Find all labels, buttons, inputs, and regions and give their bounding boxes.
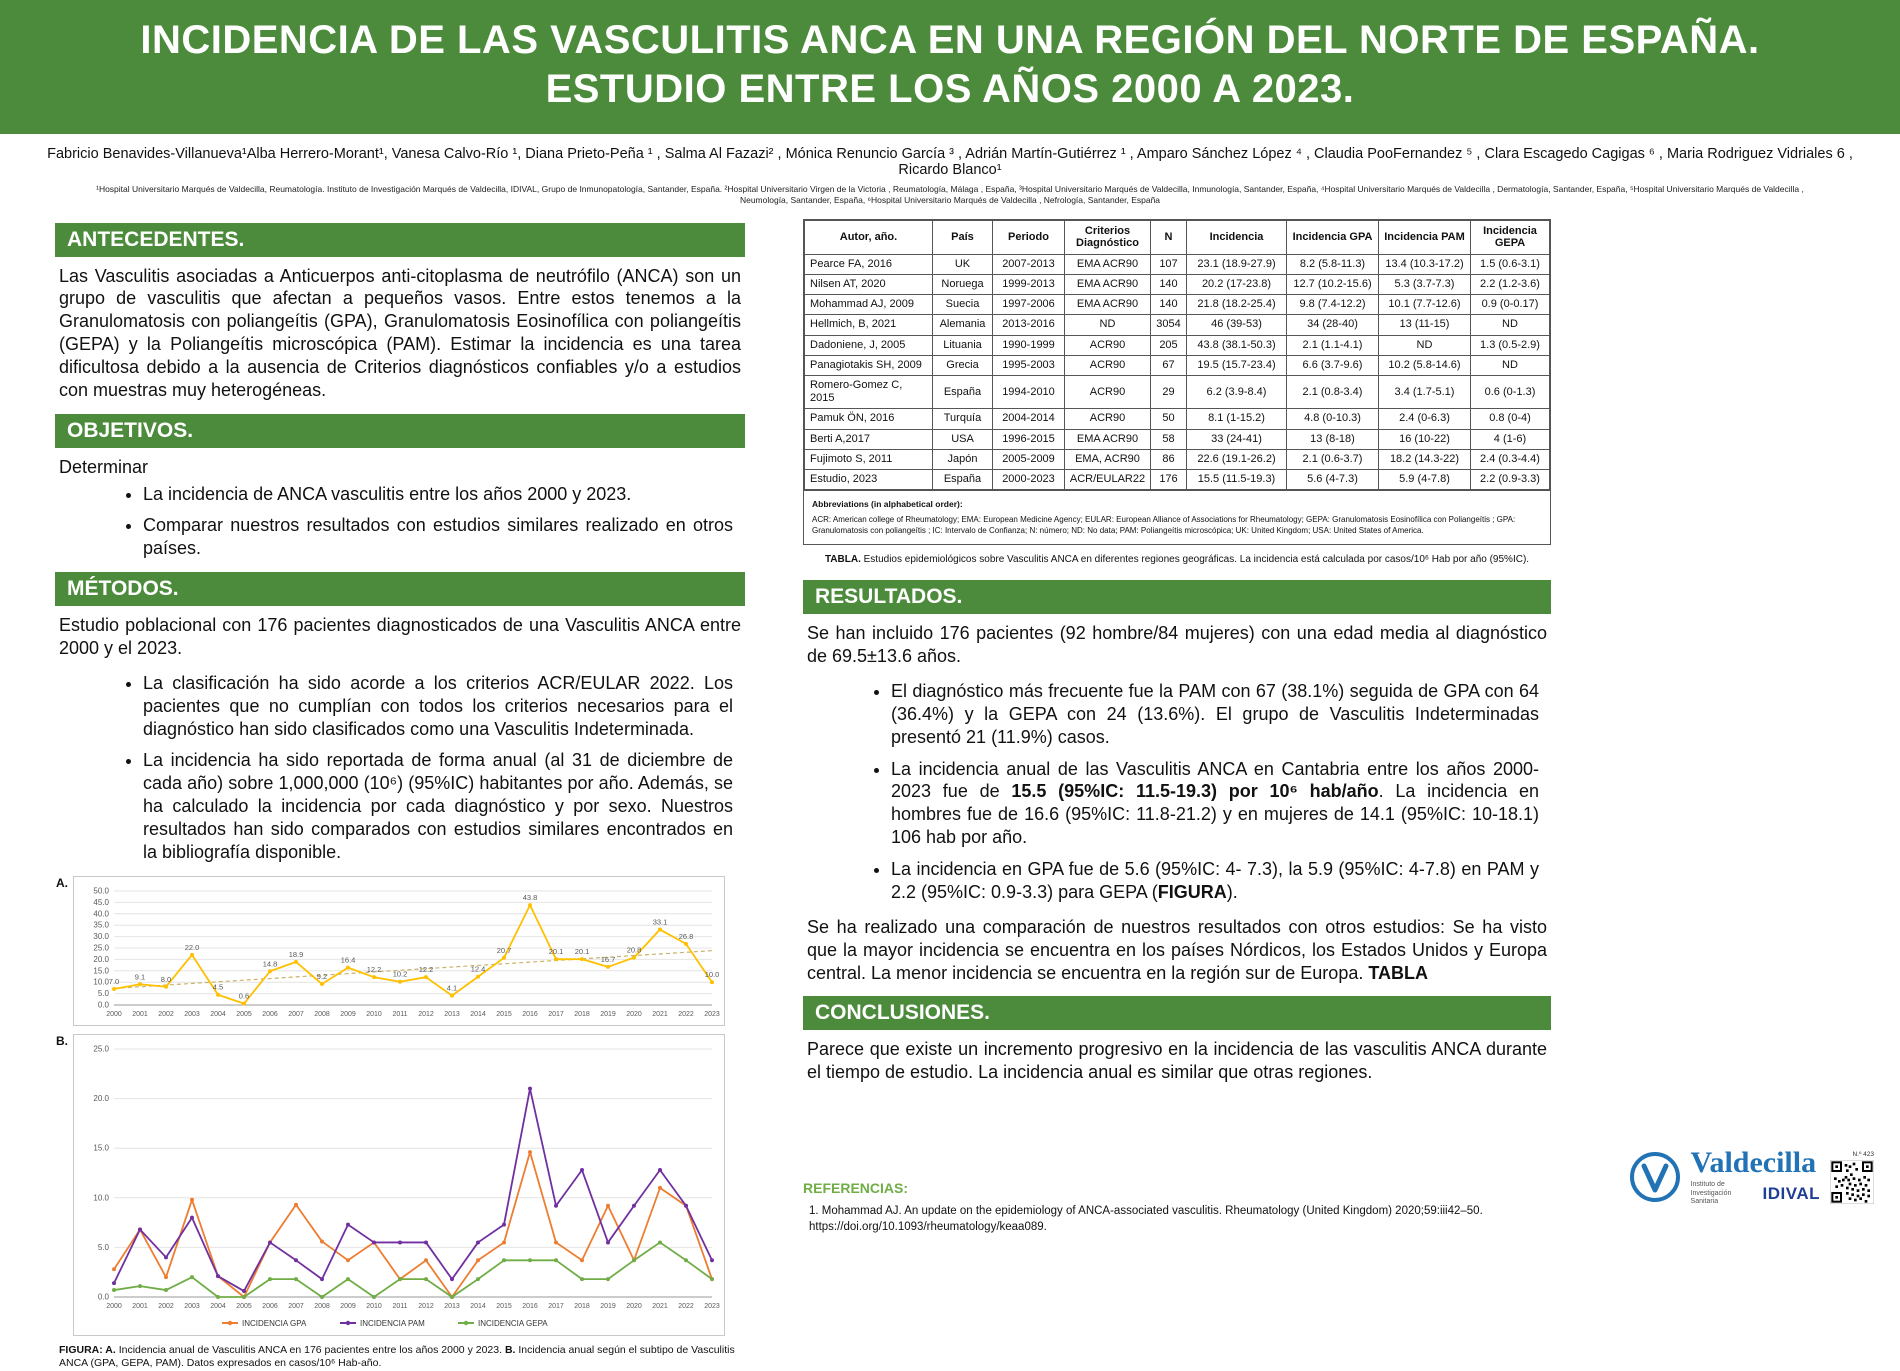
table-cell: 107	[1151, 254, 1187, 274]
svg-text:2020: 2020	[626, 1010, 642, 1018]
svg-text:20.7: 20.7	[496, 945, 512, 955]
figure-a-chart	[73, 876, 725, 1026]
svg-text:2004: 2004	[210, 1010, 226, 1018]
table-cell: 4.8 (0-10.3)	[1287, 409, 1379, 429]
metodos-header-bar: MÉTODOS.	[55, 572, 745, 606]
table-cell: 1.5 (0.6-3.1)	[1471, 254, 1550, 274]
svg-text:2013: 2013	[444, 1010, 460, 1018]
valdecilla-wordmark: Valdecilla	[1690, 1145, 1817, 1179]
table-cell: 13 (8-18)	[1287, 429, 1379, 449]
svg-text:2017: 2017	[548, 1010, 564, 1018]
table-cell: 2.4 (0.3-4.4)	[1471, 449, 1550, 469]
table-cell: EMA ACR90	[1065, 295, 1151, 315]
table-caption-bold: TABLA.	[824, 554, 861, 566]
table-cell: 2005-2009	[993, 449, 1065, 469]
svg-text:2022: 2022	[678, 1302, 694, 1310]
svg-text:12.4: 12.4	[470, 964, 486, 974]
column-header: Periodo	[993, 220, 1065, 254]
svg-text:INCIDENCIA PAM: INCIDENCIA PAM	[360, 1318, 425, 1328]
table-cell: EMA, ACR90	[1065, 449, 1151, 469]
svg-text:2002: 2002	[158, 1302, 174, 1310]
column-header: Criterios Diagnóstico	[1065, 220, 1151, 254]
svg-text:2004: 2004	[210, 1302, 226, 1310]
svg-text:2016: 2016	[522, 1302, 538, 1310]
svg-text:9.1: 9.1	[134, 971, 146, 981]
figure-b	[56, 1033, 745, 1336]
column-header: Incidencia GEPA	[1471, 220, 1550, 254]
table-cell: 2.2 (1.2-3.6)	[1471, 275, 1550, 295]
table-row	[805, 449, 1550, 469]
figure-caption-text-a: Incidencia anual de Vasculitis ANCA en 176 pacientes entre los años 2000 y 2023.	[115, 1343, 505, 1356]
qr-code-icon	[1830, 1160, 1874, 1204]
table-cell: UK	[933, 254, 993, 274]
studies-table-frame	[803, 219, 1551, 546]
table-cell: Lituania	[933, 335, 993, 355]
svg-text:20.0: 20.0	[93, 1093, 109, 1103]
svg-text:10.0: 10.0	[93, 1193, 109, 1203]
svg-text:2003: 2003	[184, 1010, 200, 1018]
figure-caption-bold-a: FIGURA: A.	[59, 1343, 116, 1356]
figure-caption-text-b: Incidencia anual según el subtipo de Vasculitis ANCA (GPA, GEPA, PAM). Datos expresados en casos/10⁶ Hab-año.	[59, 1343, 735, 1370]
svg-text:2011: 2011	[392, 1302, 408, 1310]
table-cell: 13 (11-15)	[1379, 315, 1471, 335]
table-cell: 3054	[1151, 315, 1187, 335]
table-cell: 34 (28-40)	[1287, 315, 1379, 335]
svg-text:2007: 2007	[288, 1302, 304, 1310]
figure-caption	[59, 1344, 741, 1371]
table-cell: 15.5 (11.5-19.3)	[1187, 469, 1287, 489]
metodos-intro: Estudio poblacional con 176 pacientes diagnosticados de una Vasculitis ANCA entre 2000 y el 2023.	[59, 615, 741, 658]
resultados-bullet3-pre: La incidencia en GPA fue de 5.6 (95%IC: 4- 7.3), la 5.9 (95%IC: 4-7.8) en PAM y 2.2 (95%IC: 0.9-3.3) para GEPA (	[891, 859, 1539, 902]
table-cell: 0.8 (0-4)	[1471, 409, 1550, 429]
svg-text:16.7: 16.7	[600, 954, 616, 964]
svg-text:20.8: 20.8	[626, 945, 642, 955]
svg-text:2018: 2018	[574, 1302, 590, 1310]
svg-text:4.5: 4.5	[212, 982, 224, 992]
svg-text:25.0: 25.0	[93, 1044, 109, 1054]
table-cell: 6.6 (3.7-9.6)	[1287, 355, 1379, 375]
resultados-bullet2-post: . La incidencia en hombres fue de 16.6 (95%IC: 11.8-21.2) y en mujeres de 14.1 (95%IC: 10-18.1) 106 hab por año.	[891, 781, 1539, 848]
left-column	[55, 219, 745, 1371]
svg-text:2009: 2009	[340, 1010, 356, 1018]
svg-text:INCIDENCIA GEPA: INCIDENCIA GEPA	[478, 1318, 548, 1328]
column-header: Incidencia PAM	[1379, 220, 1471, 254]
content-columns	[0, 211, 1900, 1371]
table-cell: Hellmich, B, 2021	[805, 315, 933, 335]
studies-table	[804, 220, 1550, 491]
table-cell: Nilsen AT, 2020	[805, 275, 933, 295]
poster-title: INCIDENCIA DE LAS VASCULITIS ANCA EN UNA REGIÓN DEL NORTE DE ESPAÑA. ESTUDIO ENTRE LOS AÑOS 2000 A 2023.	[140, 18, 1760, 111]
resultados-bullet	[891, 858, 1539, 904]
figure-a-chart-svg	[74, 877, 724, 1025]
figure-b-chart	[73, 1034, 725, 1336]
svg-text:2018: 2018	[574, 1010, 590, 1018]
svg-text:30.0: 30.0	[93, 931, 109, 941]
objetivos-intro: Determinar	[59, 456, 149, 477]
svg-text:33.1: 33.1	[652, 917, 668, 927]
referencias-heading: REFERENCIAS:	[803, 1180, 909, 1197]
svg-text:20.0: 20.0	[93, 954, 109, 964]
right-column	[803, 219, 1551, 1236]
svg-text:2002: 2002	[158, 1010, 174, 1018]
table-cell: 21.8 (18.2-25.4)	[1187, 295, 1287, 315]
table-cell: 5.6 (4-7.3)	[1287, 469, 1379, 489]
table-caption	[819, 553, 1535, 566]
table-cell: Fujimoto S, 2011	[805, 449, 933, 469]
table-cell: Dadoniene, J, 2005	[805, 335, 933, 355]
table-cell: Romero-Gomez C, 2015	[805, 375, 933, 408]
svg-text:4.1: 4.1	[446, 983, 458, 993]
table-cell: 33 (24-41)	[1187, 429, 1287, 449]
studies-table-head-row	[805, 220, 1550, 254]
svg-text:2012: 2012	[418, 1010, 434, 1018]
column-header: Incidencia	[1187, 220, 1287, 254]
svg-text:0.0: 0.0	[97, 1000, 109, 1010]
table-row	[805, 409, 1550, 429]
reference-item: 1. Mohammad AJ. An update on the epidemiology of ANCA-associated vasculitis. Rheumatology (United Kingdom) 2020;59:iii42–50. https://doi.org/10.1093/rheumatology/keaa089.	[809, 1205, 1483, 1233]
svg-text:2000: 2000	[106, 1010, 122, 1018]
resultados-outro-pre: Se ha realizado una comparación de nuestros resultados con otros estudios: Se ha visto que la mayor incidencia se encuentra en los países Nórdicos, los Estados Unidos y Europa central. La menor incidencia se encuentra en la región sur de Europa.	[807, 916, 1547, 983]
svg-text:0.0: 0.0	[97, 1292, 109, 1302]
table-cell: 5.3 (3.7-7.3)	[1379, 275, 1471, 295]
svg-text:20.1: 20.1	[548, 946, 564, 956]
table-row	[805, 275, 1550, 295]
svg-text:2013: 2013	[444, 1302, 460, 1310]
svg-text:2005: 2005	[236, 1302, 252, 1310]
table-row	[805, 469, 1550, 489]
column-header: Autor, año.	[805, 220, 933, 254]
svg-text:2008: 2008	[314, 1302, 330, 1310]
table-cell: 0.6 (0-1.3)	[1471, 375, 1550, 408]
svg-text:9.2: 9.2	[316, 971, 328, 981]
table-cell: Estudio, 2023	[805, 469, 933, 489]
valdecilla-subtitle: Instituto de Investigación Sanitaria	[1690, 1180, 1732, 1206]
idival-wordmark: IDIVAL	[1762, 1183, 1820, 1203]
table-cell: Noruega	[933, 275, 993, 295]
svg-text:2021: 2021	[652, 1010, 668, 1018]
svg-text:16.4: 16.4	[340, 955, 356, 965]
svg-text:2017: 2017	[548, 1302, 564, 1310]
table-cell: 1999-2013	[993, 275, 1065, 295]
table-cell: 16 (10-22)	[1379, 429, 1471, 449]
svg-text:15.0: 15.0	[93, 966, 109, 976]
table-cell: ND	[1065, 315, 1151, 335]
table-cell: Panagiotakis SH, 2009	[805, 355, 933, 375]
table-cell: 1996-2015	[993, 429, 1065, 449]
table-cell: 43.8 (38.1-50.3)	[1187, 335, 1287, 355]
studies-table-body	[805, 254, 1550, 489]
svg-text:2011: 2011	[392, 1010, 408, 1018]
table-cell: ACR/EULAR22	[1065, 469, 1151, 489]
abbreviations-title: Abbreviations (in alphabetical order):	[812, 499, 963, 510]
svg-text:40.0: 40.0	[93, 909, 109, 919]
resultados-bullet: • El diagnóstico más frecuente fue la PAM con 67 (38.1%) seguida de GPA con 64 (36.4%) y la GEPA con 24 (13.6%). El grupo de Vasculitis Indeterminadas presentó 21 (11.9%) casos.	[891, 680, 1539, 749]
table-cell: EMA ACR90	[1065, 275, 1151, 295]
svg-text:10.0: 10.0	[704, 969, 720, 979]
table-cell: 2.1 (1.1-4.1)	[1287, 335, 1379, 355]
table-cell: USA	[933, 429, 993, 449]
svg-text:12.2: 12.2	[366, 964, 382, 974]
table-cell: 29	[1151, 375, 1187, 408]
svg-text:50.0: 50.0	[93, 886, 109, 896]
svg-text:45.0: 45.0	[93, 897, 109, 907]
svg-text:INCIDENCIA GPA: INCIDENCIA GPA	[242, 1318, 307, 1328]
table-row	[805, 295, 1550, 315]
resultados-bullet3-bold: FIGURA	[1157, 881, 1227, 902]
svg-text:2016: 2016	[522, 1010, 538, 1018]
table-cell: 2013-2016	[993, 315, 1065, 335]
qr-block	[1830, 1151, 1874, 1204]
table-cell: 1994-2010	[993, 375, 1065, 408]
antecedentes-header-bar: ANTECEDENTES.	[55, 223, 745, 257]
svg-text:5.0: 5.0	[97, 1242, 109, 1252]
svg-text:2007: 2007	[288, 1010, 304, 1018]
objetivos-header-bar: OBJETIVOS.	[55, 414, 745, 448]
resultados-bullet3-post: ).	[1226, 881, 1238, 902]
table-cell: España	[933, 469, 993, 489]
table-cell: 205	[1151, 335, 1187, 355]
column-header: País	[933, 220, 993, 254]
svg-text:2019: 2019	[600, 1010, 616, 1018]
table-cell: Pamuk ÖN, 2016	[805, 409, 933, 429]
svg-text:12.2: 12.2	[418, 964, 434, 974]
table-row	[805, 254, 1550, 274]
table-cell: 10.2 (5.8-14.6)	[1379, 355, 1471, 375]
svg-text:2014: 2014	[470, 1010, 486, 1018]
table-cell: 1997-2006	[993, 295, 1065, 315]
svg-text:7.0: 7.0	[108, 976, 120, 986]
table-cell: 12.7 (10.2-15.6)	[1287, 275, 1379, 295]
table-cell: 2.1 (0.6-3.7)	[1287, 449, 1379, 469]
table-cell: 1.3 (0.5-2.9)	[1471, 335, 1550, 355]
table-cell: 13.4 (10.3-17.2)	[1379, 254, 1471, 274]
resultados-bullet2-pre: La incidencia anual de las Vasculitis ANCA en Cantabria entre los años 2000-2023 fue de	[891, 758, 1539, 802]
table-cell: 140	[1151, 295, 1187, 315]
table-cell: ND	[1471, 315, 1550, 335]
resultados-bullet	[891, 758, 1539, 849]
table-cell: Berti A,2017	[805, 429, 933, 449]
poster-header	[0, 0, 1900, 134]
column-header: N	[1151, 220, 1187, 254]
valdecilla-text-block	[1690, 1145, 1820, 1207]
svg-text:2003: 2003	[184, 1302, 200, 1310]
svg-text:2000: 2000	[106, 1302, 122, 1310]
svg-text:2015: 2015	[496, 1302, 512, 1310]
authors-line: Fabricio Benavides-Villanueva¹Alba Herrero-Morant¹, Vanesa Calvo-Río ¹, Diana Prieto-Peña ¹ , Salma Al Fazazi² , Mónica Renuncio García ³ , Adrián Martín-Gutiérrez ¹ , Amparo Sánchez López ⁴ , Claudia PooFernandez ⁵ , Clara Escagedo Cagigas ⁶ , Maria Rodriguez Vidriales 6 , Ricardo Blanco¹	[47, 145, 1853, 178]
table-cell: ACR90	[1065, 409, 1151, 429]
svg-text:2023: 2023	[704, 1302, 720, 1310]
svg-text:14.8: 14.8	[262, 958, 278, 968]
table-cell: 19.5 (15.7-23.4)	[1187, 355, 1287, 375]
table-row	[805, 429, 1550, 449]
svg-text:2009: 2009	[340, 1302, 356, 1310]
objetivos-bullet: • La incidencia de ANCA vasculitis entre los años 2000 y 2023.	[143, 483, 733, 506]
figure-a-label: A.	[56, 875, 68, 890]
table-cell: 2007-2013	[993, 254, 1065, 274]
metodos-bullet-list	[143, 672, 733, 864]
table-cell: 5.9 (4-7.8)	[1379, 469, 1471, 489]
table-cell: 22.6 (19.1-26.2)	[1187, 449, 1287, 469]
table-row	[805, 375, 1550, 408]
abbreviations-block	[804, 490, 1550, 544]
table-row	[805, 335, 1550, 355]
conclusiones-body: Parece que existe un incremento progresivo en la incidencia de las vasculitis ANCA durante el tiempo de estudio. La incidencia anual es similar que otras regiones.	[807, 1039, 1547, 1083]
column-header: Incidencia GPA	[1287, 220, 1379, 254]
table-row	[805, 355, 1550, 375]
figure-b-label: B.	[56, 1033, 68, 1048]
table-cell: EMA ACR90	[1065, 254, 1151, 274]
resultados-intro: Se han incluido 176 pacientes (92 hombre/84 mujeres) con una edad media al diagnóstico de 69.5±13.6 años.	[807, 623, 1547, 667]
valdecilla-logo-icon	[1629, 1151, 1681, 1203]
table-cell: 2000-2023	[993, 469, 1065, 489]
figure-caption-bold-b: B.	[504, 1343, 516, 1356]
figure-b-chart-svg	[74, 1035, 724, 1335]
svg-text:2001: 2001	[132, 1010, 148, 1018]
svg-text:2001: 2001	[132, 1302, 148, 1310]
svg-text:10.2: 10.2	[392, 969, 408, 979]
table-cell: 2004-2014	[993, 409, 1065, 429]
table-cell: ACR90	[1065, 355, 1151, 375]
svg-text:10.0: 10.0	[93, 977, 109, 987]
table-cell: 4 (1-6)	[1471, 429, 1550, 449]
svg-text:2010: 2010	[366, 1010, 382, 1018]
table-cell: 58	[1151, 429, 1187, 449]
table-cell: 10.1 (7.7-12.6)	[1379, 295, 1471, 315]
svg-text:35.0: 35.0	[93, 920, 109, 930]
table-cell: 2.1 (0.8-3.4)	[1287, 375, 1379, 408]
table-cell: ACR90	[1065, 335, 1151, 355]
table-cell: Pearce FA, 2016	[805, 254, 933, 274]
metodos-bullet: • La incidencia ha sido reportada de forma anual (al 31 de diciembre de cada año) sobre 1,000,000 (10⁶) (95%IC) habitantes por año. Además, se ha calculado la incidencia por cada diagnóstico y por sexo. Nuestros resultados han sido comparados con estudios similares encontrados en la bibliografía disponible.	[143, 749, 733, 863]
resultados-outro	[807, 916, 1547, 985]
affiliations-line: ¹Hospital Universitario Marqués de Valdecilla, Reumatología. Instituto de Investigación Marqués de Valdecilla, IDIVAL, Grupo de Inmunopatología, Santander, España. ²Hospital Universitario Virgen de la Victoria , Reumatología, Málaga , España, ³Hospital Universitario Marqués de Valdecilla, Inmunología, Santander, España, ⁴Hospital Universitario Marqués de Valdecilla , Dermatología, Santander, España, ⁵Hospital Universitario Marqués de Valdecilla , Neumología, Santander, España, ⁶Hospital Universitario Marqués de Valdecilla , Nefrología, Santander, España	[96, 183, 1804, 206]
table-cell: 3.4 (1.7-5.1)	[1379, 375, 1471, 408]
table-cell: ACR90	[1065, 375, 1151, 408]
svg-text:8.0: 8.0	[160, 974, 172, 984]
svg-text:22.0: 22.0	[184, 942, 200, 952]
metodos-bullet: • La clasificación ha sido acorde a los criterios ACR/EULAR 2022. Los pacientes que no cumplían con todos los criterios necesarios para el diagnóstico han sido clasificados como una Vasculitis Indeterminada.	[143, 672, 733, 741]
svg-text:2008: 2008	[314, 1010, 330, 1018]
table-caption-text: Estudios epidemiológicos sobre Vasculitis ANCA en diferentes regiones geográficas. La incidencia está calculada por casos/10⁶ Hab por año (95%IC).	[860, 554, 1530, 566]
table-cell: 176	[1151, 469, 1187, 489]
svg-text:2019: 2019	[600, 1302, 616, 1310]
svg-text:2006: 2006	[262, 1302, 278, 1310]
table-cell: Suecia	[933, 295, 993, 315]
figure-a	[56, 875, 745, 1026]
svg-text:18.9: 18.9	[288, 949, 304, 959]
table-cell: 8.2 (5.8-11.3)	[1287, 254, 1379, 274]
table-cell: 23.1 (18.9-27.9)	[1187, 254, 1287, 274]
table-cell: EMA ACR90	[1065, 429, 1151, 449]
svg-text:2022: 2022	[678, 1010, 694, 1018]
svg-text:2006: 2006	[262, 1010, 278, 1018]
svg-text:2012: 2012	[418, 1302, 434, 1310]
table-row	[805, 315, 1550, 335]
svg-text:25.0: 25.0	[93, 943, 109, 953]
svg-text:2014: 2014	[470, 1302, 486, 1310]
svg-text:2020: 2020	[626, 1302, 642, 1310]
table-cell: 50	[1151, 409, 1187, 429]
table-cell: 8.1 (1-15.2)	[1187, 409, 1287, 429]
svg-text:2015: 2015	[496, 1010, 512, 1018]
resultados-bullet-list	[891, 680, 1539, 904]
table-cell: 9.8 (7.4-12.2)	[1287, 295, 1379, 315]
svg-text:20.1: 20.1	[574, 946, 590, 956]
svg-text:0.6: 0.6	[238, 991, 250, 1001]
poster-number: N.º 423	[1852, 1150, 1874, 1158]
svg-text:5.0: 5.0	[97, 988, 109, 998]
table-cell: 86	[1151, 449, 1187, 469]
table-cell: 18.2 (14.3-22)	[1379, 449, 1471, 469]
table-cell: 67	[1151, 355, 1187, 375]
table-cell: 6.2 (3.9-8.4)	[1187, 375, 1287, 408]
table-cell: 2.2 (0.9-3.3)	[1471, 469, 1550, 489]
antecedentes-body: Las Vasculitis asociadas a Anticuerpos anti-citoplasma de neutrófilo (ANCA) son un grupo de vasculitis que afectan a pequeños vasos. Entre estos tenemos a la Granulomatosis con poliangeítis (GPA), Granulomatosis Eosinofílica con poliangeítis (GEPA) y la Poliangeítis microscópica (PAM). Estimar la incidencia es una tarea dificultosa debido a la ausencia de Criterios diagnósticos confiables y/o a estudios con muestras muy heterogéneas.	[59, 265, 741, 400]
table-cell: 1990-1999	[993, 335, 1065, 355]
resultados-header-bar: RESULTADOS.	[803, 580, 1551, 614]
objetivos-bullet: • Comparar nuestros resultados con estudios similares realizado en otros países.	[143, 514, 733, 560]
table-cell: 2.4 (0-6.3)	[1379, 409, 1471, 429]
conclusiones-header-bar: CONCLUSIONES.	[803, 996, 1551, 1030]
table-cell: 0.9 (0-0.17)	[1471, 295, 1550, 315]
table-cell: Turquía	[933, 409, 993, 429]
table-cell: 20.2 (17-23.8)	[1187, 275, 1287, 295]
resultados-bullet2-bold: 15.5 (95%IC: 11.5-19.3) por 10⁶ hab/año	[1011, 781, 1379, 802]
svg-text:26.8: 26.8	[678, 931, 694, 941]
abbreviations-text: ACR: American college of Rheumatology; EMA: European Medicine Agency; EULAR: European Alliance of Associations for Rheumatology; GEPA: Granulomatosis Eosinofílica con Poliangeítis ; GPA: Granulomatosis con poliangeítis ; IC: Intervalo de Confianza; N: número; ND: No data; PAM: Poliangeítis microscópica; UK: United Kingdom; USA: United States of America.	[812, 514, 1516, 536]
resultados-outro-bold: TABLA	[1368, 962, 1428, 983]
table-cell: Alemania	[933, 315, 993, 335]
table-cell: 46 (39-53)	[1187, 315, 1287, 335]
table-cell: 1995-2003	[993, 355, 1065, 375]
table-cell: 140	[1151, 275, 1187, 295]
table-cell: ND	[1379, 335, 1471, 355]
institution-logos	[1629, 1145, 1874, 1207]
table-cell: Mohammad AJ, 2009	[805, 295, 933, 315]
svg-text:2023: 2023	[704, 1010, 720, 1018]
table-cell: Japón	[933, 449, 993, 469]
svg-text:2021: 2021	[652, 1302, 668, 1310]
svg-text:2010: 2010	[366, 1302, 382, 1310]
svg-text:43.8: 43.8	[522, 892, 538, 902]
table-cell: ND	[1471, 355, 1550, 375]
table-cell: España	[933, 375, 993, 408]
svg-text:15.0: 15.0	[93, 1143, 109, 1153]
svg-text:2005: 2005	[236, 1010, 252, 1018]
table-cell: Grecia	[933, 355, 993, 375]
objetivos-bullet-list	[143, 483, 733, 561]
